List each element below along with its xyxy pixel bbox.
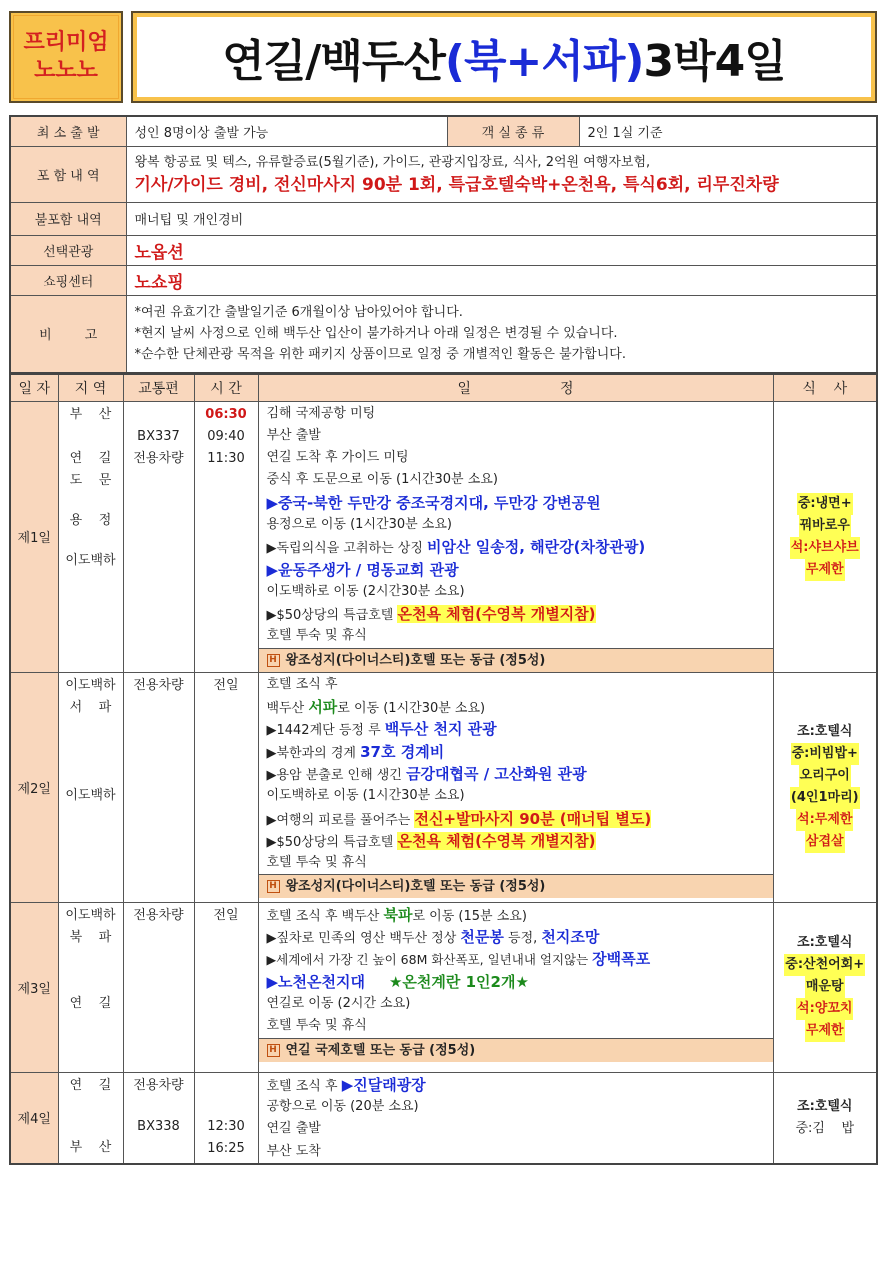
schedule-highlight: 북파 — [383, 905, 413, 924]
schedule-line: ▶윤동주생가 / 명동교회 관광 — [266, 560, 459, 579]
schedule-highlight: 서파 — [308, 698, 338, 717]
day-2-hotel — [259, 874, 773, 898]
remarks-value — [126, 295, 877, 373]
schedule-text: ▶북한과의 경계 — [266, 745, 361, 761]
region: 이도백하 — [65, 552, 116, 568]
schedule-text: ▶여행의 피로를 풀어주는 — [266, 812, 415, 828]
day-2-regions — [58, 672, 123, 902]
region: 연 길 — [69, 450, 112, 466]
meal: 석:무제한 — [796, 809, 853, 831]
room-type-value: 2인 1실 기준 — [579, 116, 877, 146]
meal: 조:호텔식 — [797, 935, 853, 951]
region — [59, 426, 123, 448]
day-3-time: 전일 — [194, 902, 258, 1072]
region: 부 산 — [69, 406, 112, 422]
schedule-highlight: ▶노천온천지대 — [266, 972, 365, 991]
title-destination: 연길/백두산 — [222, 36, 445, 87]
schedule-line — [267, 808, 765, 830]
schedule-line: 호텔 조식 후 — [266, 676, 338, 692]
flight-number: BX338 — [137, 1118, 180, 1134]
meal: 오리구이 — [799, 765, 851, 787]
day-3-transport: 전용차량 — [123, 902, 194, 1072]
transport: 전용차량 — [133, 1077, 184, 1093]
meal: 매운탕 — [805, 976, 845, 998]
meal: 중:비빔밥+ — [791, 743, 859, 765]
shopping-value: 노쇼핑 — [126, 265, 877, 295]
schedule-line — [267, 948, 765, 970]
day-4-label: 제4일 — [10, 1072, 58, 1164]
schedule-line: 연길 도착 후 가이드 미팅 — [266, 450, 409, 466]
schedule-text: 호텔 조식 후 백두산 — [266, 908, 384, 924]
day-1-times — [194, 401, 258, 672]
schedule-line: 용정으로 이동 (1시간30분 소요) — [266, 516, 452, 532]
schedule-highlight: 천문봉 — [460, 928, 504, 947]
schedule-text: ▶짚차로 민족의 영산 백두산 정상 — [266, 931, 461, 947]
included-line-2: 기사/가이드 경비, 전신마사지 90분 1회, 특급호텔숙박+온천욕, 특식6회, 리무진차량 — [134, 174, 779, 195]
excluded-label: 불포함 내역 — [10, 202, 126, 235]
header-time: 시 간 — [194, 374, 258, 401]
day-1-meals — [773, 401, 877, 672]
schedule-line — [267, 830, 765, 852]
optional-tour-value: 노옵션 — [126, 235, 877, 265]
header-day: 일 자 — [10, 374, 58, 401]
schedule-line: 연길 출발 — [266, 1121, 321, 1137]
schedule-line: 부산 도착 — [266, 1143, 321, 1159]
schedule-line — [267, 718, 765, 740]
day-2-time: 전일 — [194, 672, 258, 902]
schedule-line: 중식 후 도문으로 이동 (1시간30분 소요) — [266, 472, 498, 488]
remark-1: *여권 유효기간 출발일기준 6개월이상 남아있어야 합니다. — [134, 305, 463, 321]
day-1-schedule — [258, 401, 773, 672]
time: 06:30 — [205, 406, 247, 422]
transport — [124, 404, 194, 426]
schedule-highlight: 비암산 일송정, 해란강(차창관광) — [427, 538, 646, 557]
schedule-text: ▶용암 분출로 인해 생긴 — [266, 767, 407, 783]
day-3-meals — [773, 902, 877, 1072]
schedule-line: 연길로 이동 (2시간 소요) — [266, 995, 411, 1011]
day-3-regions — [58, 902, 123, 1072]
itinerary-table — [9, 373, 878, 1165]
schedule-highlight: 장백폭포 — [592, 950, 651, 969]
schedule-line — [267, 696, 765, 718]
day-1-transport — [123, 401, 194, 672]
day-3-schedule — [258, 902, 773, 1072]
time: 16:25 — [207, 1140, 245, 1156]
shopping-label: 쇼핑센터 — [10, 265, 126, 295]
day-1-regions — [58, 401, 123, 672]
region: 연 길 — [69, 995, 112, 1011]
schedule-text: 등정, — [503, 931, 542, 947]
included-line-1: 왕복 항공료 및 텍스, 유류할증료(5월기준), 가이드, 관광지입장료, 식사, 2억원 여행자보험, — [134, 154, 651, 170]
schedule-text: ▶$50상당의 특급호텔 — [266, 608, 398, 624]
schedule-line: 호텔 투숙 및 휴식 — [266, 1018, 367, 1034]
schedule-highlight: ▶진달래광장 — [341, 1075, 426, 1094]
schedule-text: 백두산 — [266, 701, 309, 717]
hotel-name: 연길 국제호텔 또는 동급 (정5성) — [285, 1042, 476, 1058]
hotel-name: 왕조성지(다이너스티)호텔 또는 동급 (정5성) — [285, 879, 546, 895]
hotel-name: 왕조성지(다이너스티)호텔 또는 동급 (정5성) — [285, 652, 546, 668]
schedule-line — [267, 1074, 765, 1096]
transport: 전용차량 — [133, 450, 184, 466]
min-departure-label: 최 소 출 발 — [10, 116, 126, 146]
meal: 꿔바로우 — [799, 515, 851, 537]
schedule-text: 로 이동 (1시간30분 소요) — [337, 701, 486, 717]
meal: 조:호텔식 — [797, 1098, 853, 1114]
remark-2: *현지 날씨 사정으로 인해 백두산 입산이 불가하거나 아래 일정은 변경될 수 있습니다. — [134, 326, 618, 342]
region: 이도백하 — [65, 907, 116, 923]
time: 09:40 — [207, 428, 245, 444]
meal: 중:냉면+ — [797, 493, 853, 515]
region — [59, 492, 123, 510]
day-4-schedule — [258, 1072, 773, 1164]
schedule-line — [267, 536, 765, 558]
info-table — [9, 115, 878, 374]
day-2-meals — [773, 672, 877, 902]
region: 부 산 — [69, 1139, 112, 1155]
day-3-hotel — [259, 1038, 773, 1062]
time: 12:30 — [207, 1118, 245, 1134]
meal: 중:산천어회+ — [784, 954, 865, 976]
schedule-highlight: 온천욕 체험(수영복 개별지참) — [397, 605, 596, 624]
schedule-highlight: 천지조망 — [541, 928, 600, 947]
header-region: 지 역 — [58, 374, 123, 401]
schedule-line: 김해 국제공항 미팅 — [266, 405, 376, 421]
badge-line-1: 프리미엄 — [23, 30, 109, 55]
day-1-row — [10, 401, 877, 672]
header-transport: 교통편 — [123, 374, 194, 401]
page-title-box — [131, 11, 877, 103]
day-2-transport: 전용차량 — [123, 672, 194, 902]
schedule-text: ▶독립의식을 고취하는 상징 — [266, 541, 428, 557]
header-schedule: 일 정 — [258, 374, 773, 401]
day-4-regions — [58, 1072, 123, 1164]
hotel-icon: H — [267, 1044, 280, 1057]
schedule-highlight: ★온천계란 1인2개★ — [388, 972, 529, 991]
excluded-value: 매너팁 및 개인경비 — [126, 202, 877, 235]
title-route: (북+서파) — [444, 36, 644, 87]
time: 11:30 — [207, 450, 245, 466]
region — [59, 532, 123, 550]
region: 도 문 — [69, 472, 112, 488]
schedule-highlight: 온천욕 체험(수영복 개별지참) — [397, 831, 596, 850]
meal: 조:호텔식 — [797, 724, 853, 740]
remark-3: *순수한 단체관광 목적을 위한 패키지 상품이므로 일정 중 개별적인 활동은 불가합니다. — [134, 347, 626, 363]
meal: 중:김 밥 — [795, 1120, 855, 1136]
schedule-text: 로 이동 (15분 소요) — [412, 908, 527, 924]
badge-line-2: 노노노 — [34, 58, 98, 83]
room-type-label: 객 실 종 류 — [447, 116, 579, 146]
day-4-transport — [123, 1072, 194, 1164]
meal: 석:샤브샤브 — [790, 537, 860, 559]
schedule-line — [267, 904, 765, 926]
optional-tour-label: 선택관광 — [10, 235, 126, 265]
meal: 무제한 — [805, 1020, 845, 1042]
schedule-text: ▶1442계단 등정 루 — [266, 723, 385, 739]
day-1-label: 제1일 — [10, 401, 58, 672]
meal: 삼겹살 — [805, 831, 845, 853]
schedule-line: 호텔 투숙 및 휴식 — [266, 628, 367, 644]
day-4-row — [10, 1072, 877, 1164]
day-2-schedule — [258, 672, 773, 902]
schedule-line — [267, 741, 765, 763]
flight-number: BX337 — [137, 428, 180, 444]
remarks-label: 비 고 — [10, 295, 126, 373]
min-departure-value: 성인 8명이상 출발 가능 — [126, 116, 447, 146]
meal: 무제한 — [805, 559, 845, 581]
schedule-line — [267, 763, 765, 785]
schedule-text: 호텔 조식 후 — [266, 1078, 342, 1094]
day-1-hotel — [259, 648, 773, 672]
region: 서 파 — [69, 699, 112, 715]
schedule-highlight: 금강대협곡 / 고산화원 관광 — [406, 764, 587, 783]
schedule-line: 공항으로 이동 (20분 소요) — [266, 1099, 419, 1115]
day-4-meals — [773, 1072, 877, 1164]
schedule-line — [267, 926, 765, 948]
schedule-highlight: 37호 경계비 — [360, 742, 445, 761]
included-value — [126, 146, 877, 202]
day-2-label: 제2일 — [10, 672, 58, 902]
schedule-highlight: 전신+발마사지 90분 (매너팁 별도) — [414, 809, 652, 828]
title-duration: 3박4일 — [643, 36, 786, 87]
schedule-highlight: 백두산 천지 관광 — [384, 720, 497, 739]
header-meals: 식 사 — [773, 374, 877, 401]
day-4-times — [194, 1072, 258, 1164]
schedule-text: ▶세계에서 가장 긴 높이 68M 화산폭포, 일년내내 얼지않는 — [266, 952, 593, 968]
day-3-row — [10, 902, 877, 1072]
hotel-icon: H — [267, 880, 280, 893]
region: 이도백하 — [65, 677, 116, 693]
schedule-line: 부산 출발 — [266, 427, 321, 443]
schedule-line: 호텔 투숙 및 휴식 — [266, 855, 367, 871]
day-3-label: 제3일 — [10, 902, 58, 1072]
meal: (4인1마리) — [790, 787, 860, 809]
region: 용 정 — [69, 512, 112, 528]
region: 이도백하 — [65, 787, 116, 803]
schedule-line: 이도백하로 이동 (2시간30분 소요) — [266, 583, 465, 599]
schedule-line — [267, 971, 765, 993]
schedule-text: ▶$50상당의 특급호텔 — [266, 834, 398, 850]
schedule-line — [267, 603, 765, 625]
page-title — [137, 17, 871, 97]
region: 북 파 — [69, 929, 112, 945]
schedule-line: 이도백하로 이동 (1시간30분 소요) — [266, 788, 465, 804]
meal: 석:양꼬치 — [796, 998, 853, 1020]
hotel-icon: H — [267, 654, 280, 667]
included-label: 포 함 내 역 — [10, 146, 126, 202]
schedule-line: ▶중국-북한 두만강 중조국경지대, 두만강 강변공원 — [266, 493, 601, 512]
day-2-row — [10, 672, 877, 902]
premium-badge — [9, 11, 123, 103]
region: 연 길 — [69, 1077, 112, 1093]
